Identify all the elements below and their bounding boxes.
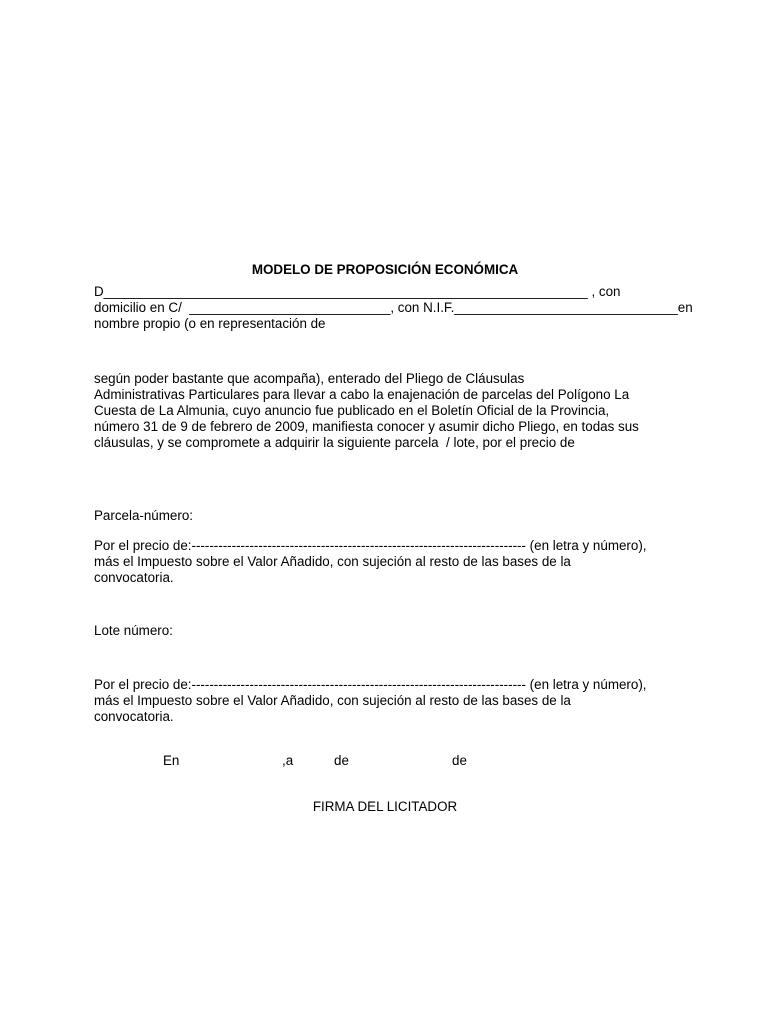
applicant-address-line: domicilio en C/ ___________________________, con N.I.F.______________________________en <box>94 300 693 315</box>
parcela-price-line: más el Impuesto sobre el Valor Añadido, con sujeción al resto de las bases de la <box>94 554 571 569</box>
body-line: según poder bastante que acompaña), enterado del Pliego de Cláusulas <box>94 371 525 386</box>
date-de-year: de <box>452 753 467 768</box>
body-line: número 31 de 9 de febrero de 2009, manifiesta conocer y asumir dicho Pliego, en todas sus <box>94 419 639 434</box>
lote-label: Lote número: <box>94 623 173 638</box>
parcela-label: Parcela-número: <box>94 508 193 523</box>
document-title: MODELO DE PROPOSICIÓN ECONÓMICA <box>251 262 519 277</box>
body-line: Cuesta de La Almunia, cuyo anuncio fue publicado en el Boletín Oficial de la Provincia, <box>94 403 610 418</box>
lote-price-line: Por el precio de:--------------------------------------------------------------------------- (en letra y número), <box>94 677 647 692</box>
parcela-price-line: convocatoria. <box>94 570 174 585</box>
date-en: En <box>163 753 180 768</box>
representation-line: nombre propio (o en representación de <box>94 316 326 331</box>
body-line: cláusulas, y se compromete a adquirir la siguiente parcela / lote, por el precio de <box>94 435 575 450</box>
body-line: Administrativas Particulares para llevar a cabo la enajenación de parcelas del Polígono La <box>94 387 630 402</box>
date-a: ,a <box>282 753 294 768</box>
lote-price-line: más el Impuesto sobre el Valor Añadido, con sujeción al resto de las bases de la <box>94 693 571 708</box>
date-de-month: de <box>334 753 349 768</box>
lote-price-line: convocatoria. <box>94 709 174 724</box>
signature-label: FIRMA DEL LICITADOR <box>312 799 458 814</box>
parcela-price-line: Por el precio de:--------------------------------------------------------------------------- (en letra y número), <box>94 538 647 553</box>
applicant-name-line: D_________________________________________________________________ , con <box>94 284 621 299</box>
